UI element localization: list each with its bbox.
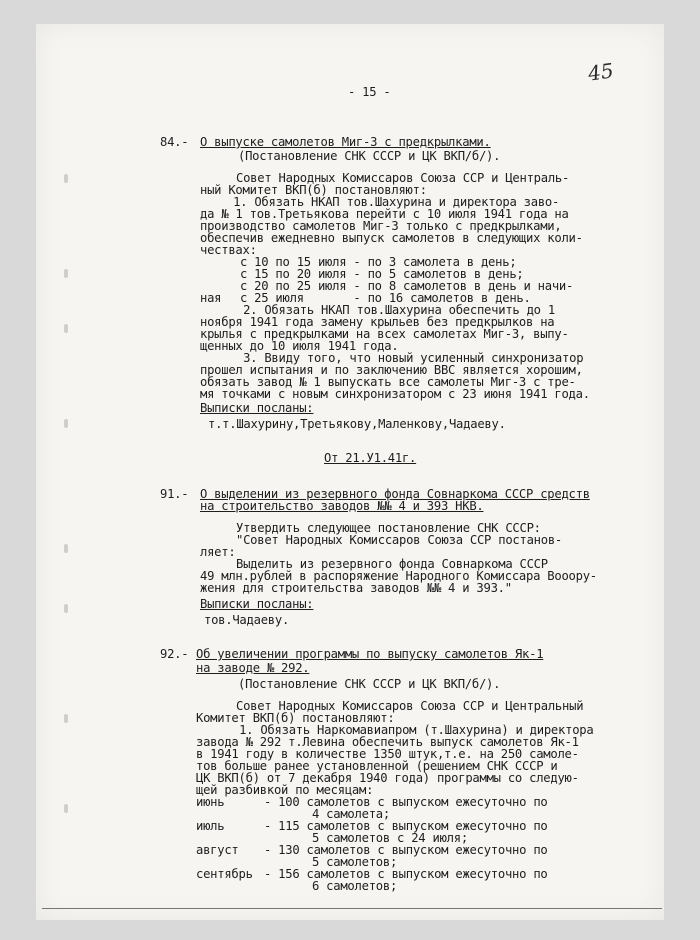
sent-to: т.т.Шахурину,Третьякову,Маленкову,Чадаеву.: [208, 417, 506, 431]
text-line: жения для строительства заводов №№ 4 и 393.": [200, 581, 512, 595]
text-line: ляет:: [200, 545, 236, 559]
text-line: 1. Обязать НКАП тов.Шахурина и директора заво-: [226, 195, 560, 209]
text-line: завода № 292 т.Левина обеспечить выпуск самолетов Як-1: [196, 735, 579, 749]
text-line: ноября 1941 года замену крыльев без предкрылков на: [200, 315, 555, 329]
item-title: Об увеличении программы по выпуску самолетов Як-1: [196, 647, 544, 661]
month-value-cont: 6 самолетов;: [312, 879, 398, 893]
item-title-cont: на заводе № 292.: [196, 661, 310, 675]
text-line: чествах:: [200, 243, 257, 257]
text-line: Совет Народных Комиссаров Союза ССР и Централь-: [236, 171, 570, 185]
text-line: с 20 по 25 июля - по 8 самолетов в день и начи-: [240, 279, 574, 293]
binder-holes: [64, 24, 74, 920]
handwritten-page-number: 45: [586, 58, 615, 86]
month-name: август: [196, 843, 239, 857]
month-value-cont: 4 самолета;: [312, 807, 390, 821]
page-number: - 15 -: [348, 85, 391, 99]
sent-to: тов.Чадаеву.: [204, 613, 290, 627]
text-line: щей разбивкой по месяцам:: [196, 783, 374, 797]
month-value: - 115 самолетов с выпуском ежесуточно по: [264, 819, 548, 833]
item-title: О выделении из резервного фонда Совнаркома СССР средств: [200, 487, 590, 501]
text-line: ный Комитет ВКП(б) постановляют:: [200, 183, 427, 197]
bottom-rule: [42, 908, 662, 909]
text-line: "Совет Народных Комиссаров Союза ССР постанов-: [236, 533, 563, 547]
text-line: 49 млн.рублей в распоряжение Народного Комиссара Вооору-: [200, 569, 597, 583]
date-heading: От 21.У1.41г.: [324, 451, 417, 465]
text-line: ная: [200, 291, 222, 305]
month-value: - 130 самолетов с выпуском ежесуточно по: [264, 843, 548, 857]
text-line: 1. Обязать Наркомавиапром (т.Шахурина) и директора: [232, 723, 594, 737]
month-name: сентябрь: [196, 867, 253, 881]
text-line: ЦК ВКП(б) от 7 декабря 1940 года) программы со следую-: [196, 771, 579, 785]
month-value-cont: 5 самолетов с 24 июля;: [312, 831, 468, 845]
text-line: да № 1 тов.Третьякова перейти с 10 июля 1941 года на: [200, 207, 569, 221]
item-number: 91.-: [160, 487, 189, 501]
text-line: с 10 по 15 июля - по 3 самолета в день;: [240, 255, 517, 269]
item-title: О выпуске самолетов Миг-3 с предкрылками.: [200, 135, 491, 149]
item-title-cont: на строительство заводов №№ 4 и 393 НКВ.: [200, 499, 484, 513]
text-line: Выделить из резервного фонда Совнаркома СССР: [236, 557, 548, 571]
text-line: Комитет ВКП(б) постановляют:: [196, 711, 395, 725]
text-line: щенных до 10 июля 1941 года.: [200, 339, 399, 353]
text-line: прошел испытания и по заключению ВВС является хорошим,: [200, 363, 583, 377]
sent-label: Выписки посланы:: [200, 401, 314, 415]
text-line: обеспечив ежедневно выпуск самолетов в следующих коли-: [200, 231, 583, 245]
text-line: с 15 по 20 июля - по 5 самолетов в день;: [240, 267, 524, 281]
month-name: июль: [196, 819, 225, 833]
text-line: мя точками с новым синхронизатором с 23 июня 1941 года.: [200, 387, 590, 401]
item-number: 84.-: [160, 135, 189, 149]
item-subtitle: (Постановление СНК СССР и ЦК ВКП/б/).: [238, 149, 501, 163]
month-value: - 156 самолетов с выпуском ежесуточно по: [264, 867, 548, 881]
month-name: июнь: [196, 795, 225, 809]
text-line: в 1941 году в количестве 1350 штук,т.е. на 250 самоле-: [196, 747, 579, 761]
text-line: производство самолетов Миг-3 только с предкрылками,: [200, 219, 562, 233]
text-line: крылья с предкрылками на всех самолетах Миг-3, выпу-: [200, 327, 569, 341]
sent-label: Выписки посланы:: [200, 597, 314, 611]
text-line: 2. Обязать НКАП тов.Шахурина обеспечить до 1: [236, 303, 555, 317]
text-line: тов больше ранее установленной (решением СНК СССР и: [196, 759, 558, 773]
text-line: обязать завод № 1 выпускать все самолеты Миг-3 с тре-: [200, 375, 576, 389]
item-subtitle: (Постановление СНК СССР и ЦК ВКП/б/).: [238, 677, 501, 691]
text-line: Утвердить следующее постановление СНК СССР:: [236, 521, 541, 535]
month-value-cont: 5 самолетов;: [312, 855, 398, 869]
text-line: 3. Ввиду того, что новый усиленный синхронизатор: [236, 351, 584, 365]
text-line: с 25 июля - по 16 самолетов в день.: [240, 291, 531, 305]
month-value: - 100 самолетов с выпуском ежесуточно по: [264, 795, 548, 809]
item-number: 92.-: [160, 647, 189, 661]
text-line: Совет Народных Комиссаров Союза ССР и Центральный: [236, 699, 584, 713]
